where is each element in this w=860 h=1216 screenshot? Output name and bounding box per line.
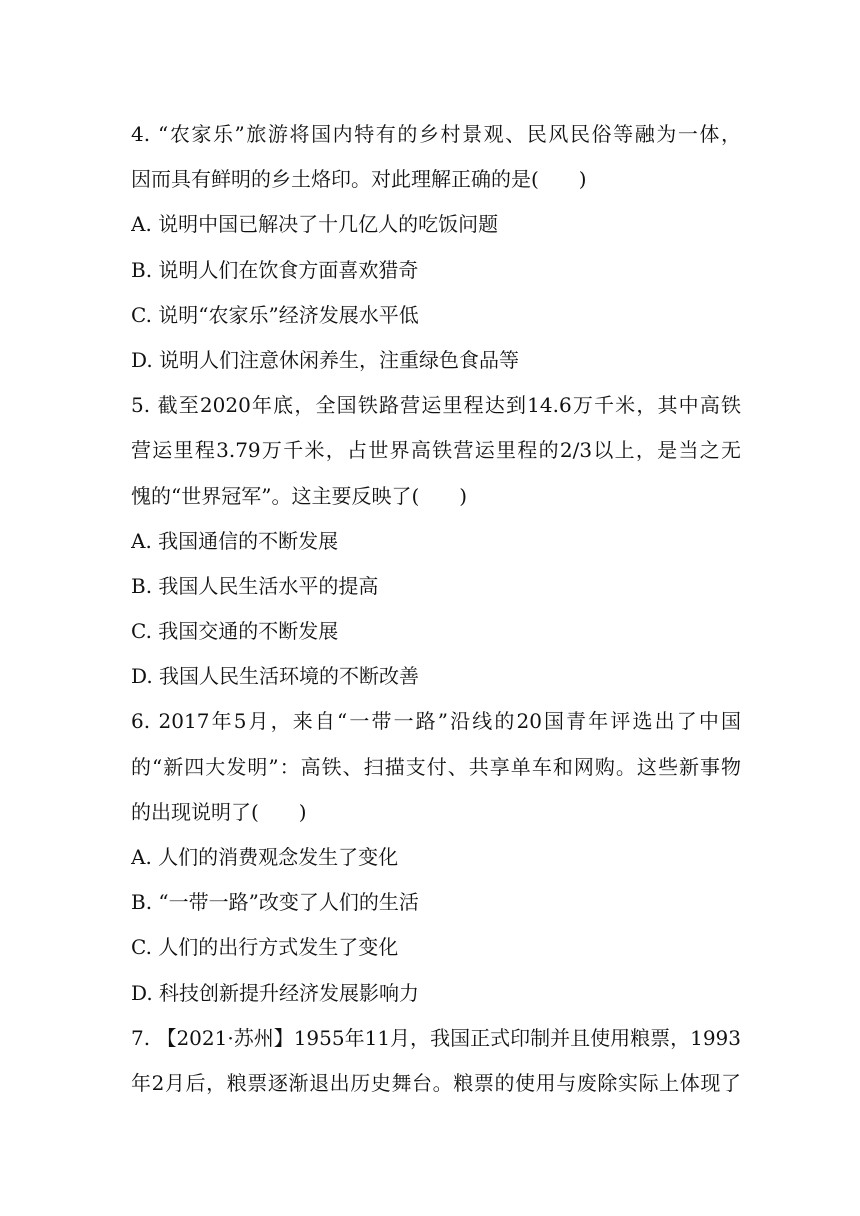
option-d: D. 说明人们注意休闲养生，注重绿色食品等 xyxy=(131,347,520,372)
option-c: C. 说明“农家乐”经济发展水平低 xyxy=(131,302,419,327)
question-stem-line: 6. 2017年5月，来自“一带一路”沿线的20国青年评选出了中国 xyxy=(131,709,741,734)
question-7 xyxy=(131,1016,741,1106)
question-stem-line: 的出现说明了( ) xyxy=(131,799,307,824)
question-4 xyxy=(131,112,741,383)
option-a: A. 说明中国已解决了十几亿人的吃饭问题 xyxy=(131,212,499,237)
question-stem-line: 7. 【2021·苏州】1955年11月，我国正式印制并且使用粮票，1993 xyxy=(131,1025,741,1050)
question-stem-line: 的“新四大发明”：高铁、扫描支付、共享单车和网购。这些新事物 xyxy=(131,754,741,779)
option-a: A. 我国通信的不断发展 xyxy=(131,528,339,553)
question-stem-line: 年2月后，粮票逐渐退出历史舞台。粮票的使用与废除实际上体现了 xyxy=(131,1070,741,1095)
option-d: D. 我国人民生活环境的不断改善 xyxy=(131,664,420,689)
question-6 xyxy=(131,699,741,1015)
question-5 xyxy=(131,383,741,699)
option-d: D. 科技创新提升经济发展影响力 xyxy=(131,980,420,1005)
option-c: C. 人们的出行方式发生了变化 xyxy=(131,935,399,960)
option-b: B. “一带一路”改变了人们的生活 xyxy=(131,890,419,915)
option-c: C. 我国交通的不断发展 xyxy=(131,619,339,644)
question-list xyxy=(131,112,741,1106)
question-stem-line: 愧的“世界冠军”。这主要反映了( ) xyxy=(131,483,468,508)
option-b: B. 说明人们在饮食方面喜欢猎奇 xyxy=(131,257,419,282)
question-stem-line: 营运里程3.79万千米，占世界高铁营运里程的2/3以上，是当之无 xyxy=(131,438,741,463)
question-stem-line: 因而具有鲜明的乡土烙印。对此理解正确的是( ) xyxy=(131,167,587,192)
question-stem-line: 5. 截至2020年底，全国铁路营运里程达到14.6万千米，其中高铁 xyxy=(131,393,741,418)
option-b: B. 我国人民生活水平的提高 xyxy=(131,573,379,598)
question-stem-line: 4. “农家乐”旅游将国内特有的乡村景观、民风民俗等融为一体， xyxy=(131,122,741,146)
option-a: A. 人们的消费观念发生了变化 xyxy=(131,845,399,869)
